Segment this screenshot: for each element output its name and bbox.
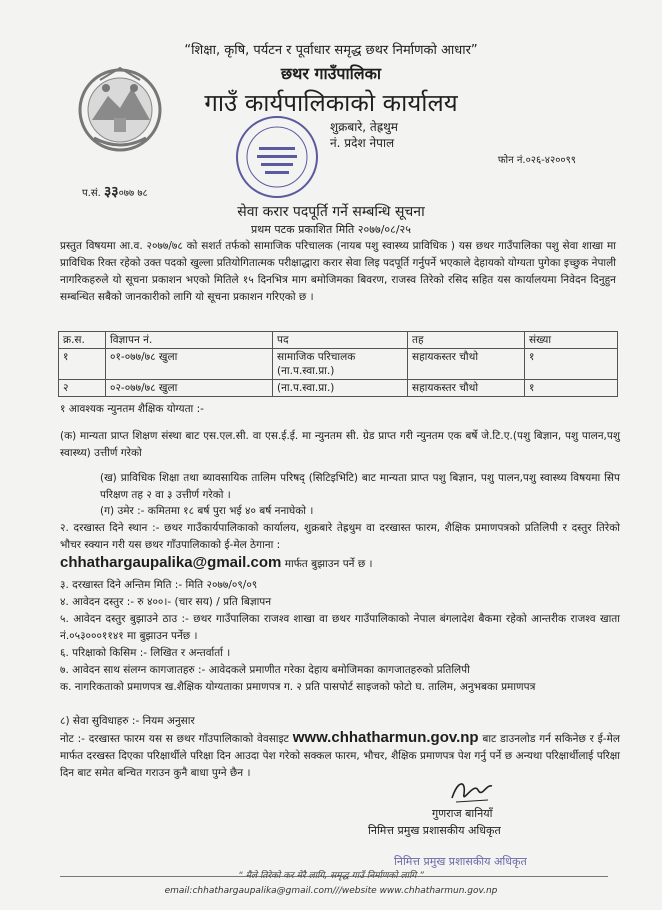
table-header-row bbox=[59, 332, 618, 349]
notice-title: सेवा करार पदपूर्ति गर्ने सम्बन्धि सूचना bbox=[237, 204, 425, 220]
fee-payment-place: ५. आवेदन दस्तुर बुझाउने ठाउ :- छथर गाउँपालिका राजश्व शाखा वा छथर गाउँपालिकाको नेपाल बंगलादेश बैकमा रहेको आन्तरीक राजश्व खाता नं.०५३०००११४१ मा बुझाउन पर्नेछ । bbox=[60, 613, 620, 642]
office-email: chhathargaupalika@gmail.com bbox=[60, 554, 282, 571]
qualification-kha: (ख) प्राविधिक शिक्षा तथा ब्यावसायिक तालिम परिषद् (सिटिइभिटि) बाट मान्यता प्राप्त पशु बिज्ञान, पशु पालन,पशु स्वास्थ्य विषयमा सिप परिक्षण तह २ वा ३ उत्तीर्ण गरेको । bbox=[100, 472, 620, 501]
application-place-end: मार्फत बुझाउन पर्ने छ । bbox=[284, 558, 373, 570]
cell-sn: २ bbox=[59, 380, 106, 397]
ref-label: प.सं. bbox=[82, 188, 101, 199]
attachments: ७. आवेदन साथ संलग्न कागजातहरु :- आवेदकले प्रमाणीत गरेका देहाय बमोजिमका कागजातहरुको प्रतिलिपी bbox=[60, 664, 470, 676]
office-website: www.chhatharmun.gov.np bbox=[292, 729, 479, 746]
qualification-ka: (क) मान्यता प्राप्त शिक्षण संस्था बाट एस.एल.सी. वा एस.ई.ई. मा न्युनतम सी. ग्रेड प्राप्त गरी न्युनतम एक बर्षे जे.टि.ए.(पशु बिज्ञान, पशु पालन,पशु स्वास्थ्य) उत्तीर्ण गरेको bbox=[60, 430, 620, 459]
note-end: बाट डाउनलोड गर्न सकिनेछ र ई-मेल मार्फत दरखस्त दिएका परिक्षार्थीले परिक्षा दिन आउदा पेश गरेको सक्कल फारम, भौचर, शैक्षिक प्रमाणपत्र पेश गर्नु पर्ने छ अन्यथा परिक्षार्थीलाई परिक्षा दिन बाट समेत बन्चित गराउन कुनै बाधा पुग्ने छैन । bbox=[60, 733, 620, 779]
col-level: तह bbox=[408, 332, 525, 349]
notice-intro: प्रस्तुत विषयमा आ.व. २०७७/७८ को सशर्त तर्फको सामाजिक परिचालक (नायब पशु स्वास्थ्य प्राविधिक ) यस छथर गाउँपालिका पशु सेवा शाखा मा प्राविधिक रिक्त रहेको उक्त पदको खुल्ला प्रतियोगितात्मक परीक्षाद्धारा करार सेवा लिइ पदपूर्ति गर्नुपर्ने भएकाले देहायको योग्यता पुगेका इच्छुक नेपाली नागरिकहरुले यो सूचना प्रकाशन भएको मितिले १५ दिनभित्र माग बमोजिमका बिवरण, राजस्व तिरेको रसिद सहित यस कार्यालयमा निवेदन दिनुहुन सम्बन्धित सबैको जानकारीको लागि यो सूचना प्रकाशन गरिएको छ । bbox=[60, 240, 616, 303]
publication-date: प्रथम पटक प्रकाशित मिति २०७७/०८/२५ bbox=[251, 223, 411, 236]
cell-count: १ bbox=[525, 349, 618, 380]
cell-count: १ bbox=[525, 380, 618, 397]
phone-number: फोन नं.०२६-४२००९९ bbox=[497, 155, 576, 166]
application-place-text: २. दरखास्त दिने स्थान :- छथर गाउँकार्यपालिकाको कार्यालय, शुक्रबारे तेह्रथुम वा दरखास्त फारम, शैक्षिक प्रमाणपत्रको प्रतिलिपी र दस्तुर तिरेको भौचर स्क्यान गरी यस छथर गाँउपालिकाको ई-मेल ठेगाना : bbox=[60, 522, 620, 551]
signatory-name: गुणराज बानियाँ bbox=[432, 807, 493, 820]
application-fee: ४. आवेदन दस्तुर :- रु ४००।- (चार सय) / प्रति बिज्ञापन bbox=[60, 596, 272, 608]
office-name: छथर गाउँपालिका bbox=[280, 64, 382, 83]
office-motto: “शिक्षा, कृषि, पर्यटन र पूर्वाधार समृद्ध छथर निर्माणको आधार” bbox=[184, 43, 478, 58]
exam-type: ६. परिक्षाको किसिम :- लिखित र अन्तर्वार्ता । bbox=[60, 647, 231, 659]
note-text: नोट :- दरखास्त फारम यस स छथर गाँउपालिकाको वेवसाइट bbox=[60, 733, 289, 745]
cell-level: सहायकस्तर चौथो bbox=[408, 380, 525, 397]
table-row bbox=[59, 349, 618, 380]
footer-contact: email:chhathargaupalika@gmail.com///website www.chhatharmun.gov.np bbox=[164, 886, 498, 896]
deadline: ३. दरखास्त दिने अन्तिम मिति :- मिति २०७७/०९/०९ bbox=[60, 579, 258, 591]
cell-sn: १ bbox=[59, 349, 106, 380]
qualification-title: १ आवश्यक न्युनतम शैक्षिक योग्यता :- bbox=[60, 403, 204, 415]
address-line-1: शुक्रबारे, तेह्रथुम bbox=[330, 120, 398, 134]
col-ad-no: विज्ञापन नं. bbox=[106, 332, 273, 349]
address-line-2: नं. प्रदेश नेपाल bbox=[330, 136, 395, 150]
office-stamp-icon bbox=[233, 113, 321, 201]
note bbox=[60, 729, 620, 782]
facilities: ८) सेवा सुविधाहरु :- नियम अनुसार bbox=[60, 715, 195, 727]
qualification-ga: (ग) उमेर :- कमितमा १८ बर्ष पुरा भई ४० बर्ष ननाघेको । bbox=[100, 505, 314, 517]
ref-number: ३३ bbox=[104, 184, 119, 200]
vacancy-table bbox=[58, 331, 618, 397]
cell-post-sub: (ना.प.स्वा.प्रा.) bbox=[277, 365, 335, 377]
ref-year: ०७७ ७८ bbox=[118, 188, 148, 199]
cell-ad-no: ०१-०७७/७८ खुला bbox=[106, 349, 273, 380]
attachments-list: क. नागरिकताको प्रमाणपत्र ख.शैक्षिक योग्यताका प्रमाणपत्र ग. २ प्रति पासपोर्ट साइजको फोटो घ. तालिम, अनुभबका प्रमाणपत्र bbox=[60, 681, 536, 693]
signatory-title: निमित्त प्रमुख प्रशासकीय अधिकृत bbox=[368, 824, 501, 837]
col-post: पद bbox=[273, 332, 408, 349]
cell-post-main: सामाजिक परिचालक bbox=[277, 351, 356, 363]
table-row bbox=[59, 380, 618, 397]
cell-post: (ना.प.स्वा.प्रा.) bbox=[273, 380, 408, 397]
col-sn: क्र.स. bbox=[59, 332, 106, 349]
footer-motto: “ मैले तिरेको कर मेरै लागि, समृद्ध गाउँ निर्माणको लागि ” bbox=[238, 871, 424, 881]
cell-ad-no: ०२-०७७/७८ खुला bbox=[106, 380, 273, 397]
reference-number bbox=[82, 182, 148, 201]
office-title: गाउँ कार्यपालिकाको कार्यालय bbox=[204, 89, 458, 117]
signature-icon bbox=[448, 776, 494, 806]
cell-level: सहायकस्तर चौथो bbox=[408, 349, 525, 380]
application-place bbox=[60, 520, 620, 573]
cell-post bbox=[273, 349, 408, 380]
col-count: संख्या bbox=[525, 332, 618, 349]
designation-stamp: निमित्त प्रमुख प्रशासकीय अधिकृत bbox=[394, 855, 527, 868]
